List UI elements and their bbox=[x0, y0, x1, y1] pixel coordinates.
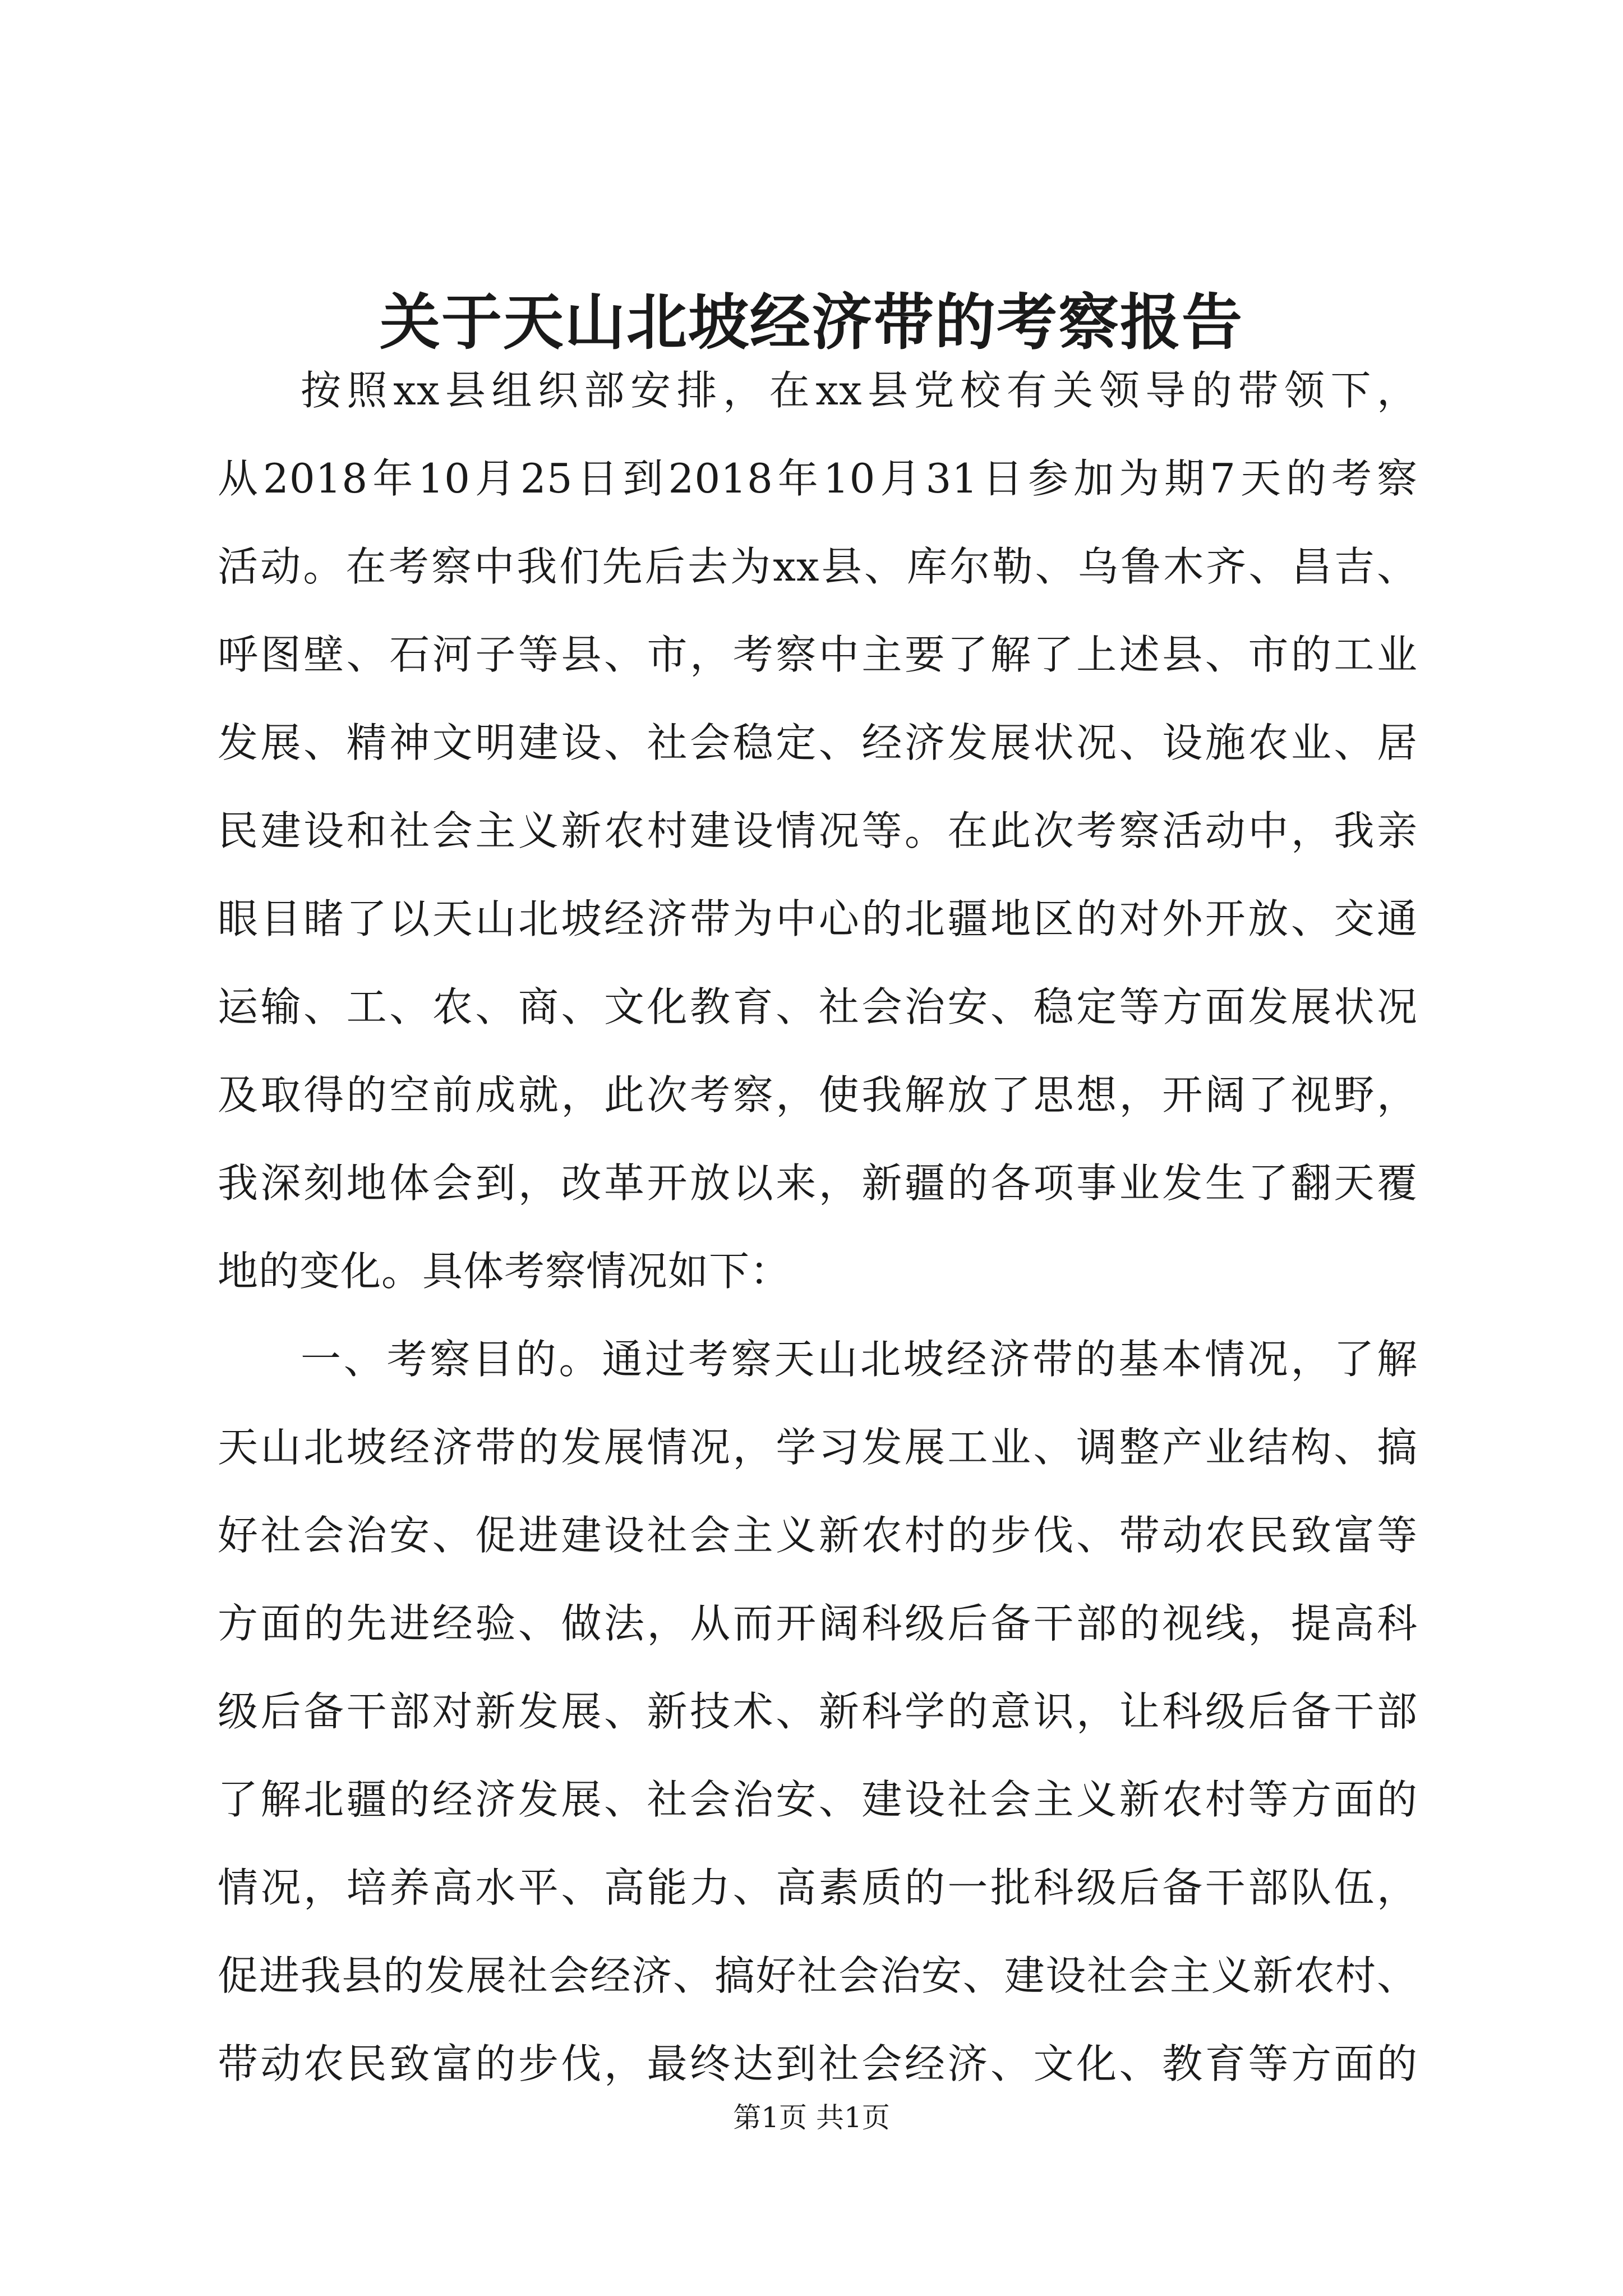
body-line: 天山北坡经济带的发展情况，学习发展工业、调整产业结构、搞 bbox=[218, 1424, 1418, 1471]
page-number-footer: 第1页 共1页 bbox=[733, 2101, 890, 2134]
body-line: 呼图壁、石河子等县、市，考察中主要了解了上述县、市的工业 bbox=[218, 631, 1418, 678]
body-line: 情况，培养高水平、高能力、高素质的一批科级后备干部队伍， bbox=[218, 1864, 1418, 1911]
body-line: 了解北疆的经济发展、社会治安、建设社会主义新农村等方面的 bbox=[218, 1776, 1418, 1823]
body-line: 带动农民致富的步伐，最终达到社会经济、文化、教育等方面的 bbox=[218, 2040, 1418, 2087]
body-line: 运输、工、农、商、文化教育、社会治安、稳定等方面发展状况 bbox=[218, 983, 1418, 1030]
body-line: 好社会治安、促进建设社会主义新农村的步伐、带动农民致富等 bbox=[218, 1512, 1418, 1559]
body-line: 促进我县的发展社会经济、搞好社会治安、建设社会主义新农村、 bbox=[218, 1952, 1418, 1999]
body-line: 地的变化。具体考察情况如下： bbox=[218, 1248, 791, 1295]
document-title: 关于天山北坡经济带的考察报告 bbox=[379, 287, 1243, 358]
body-line: 按照xx县组织部安排，在xx县党校有关领导的带领下， bbox=[301, 367, 1418, 414]
document-body bbox=[218, 347, 1418, 2108]
body-line: 我深刻地体会到，改革开放以来，新疆的各项事业发生了翻天覆 bbox=[218, 1159, 1418, 1207]
body-line: 及取得的空前成就，此次考察，使我解放了思想，开阔了视野， bbox=[218, 1071, 1418, 1119]
body-line: 民建设和社会主义新农村建设情况等。在此次考察活动中，我亲 bbox=[218, 807, 1418, 854]
body-line: 方面的先进经验、做法，从而开阔科级后备干部的视线，提高科 bbox=[218, 1600, 1418, 1647]
body-line: 从2018年10月25日到2018年10月31日参加为期7天的考察 bbox=[218, 455, 1418, 502]
body-line: 发展、精神文明建设、社会稳定、经济发展状况、设施农业、居 bbox=[218, 719, 1418, 766]
body-line: 眼目睹了以天山北坡经济带为中心的北疆地区的对外开放、交通 bbox=[218, 895, 1418, 942]
body-line: 一、考察目的。通过考察天山北坡经济带的基本情况，了解 bbox=[301, 1336, 1418, 1383]
body-line: 活动。在考察中我们先后去为xx县、库尔勒、乌鲁木齐、昌吉、 bbox=[218, 543, 1418, 590]
body-line: 级后备干部对新发展、新技术、新科学的意识，让科级后备干部 bbox=[218, 1688, 1418, 1735]
